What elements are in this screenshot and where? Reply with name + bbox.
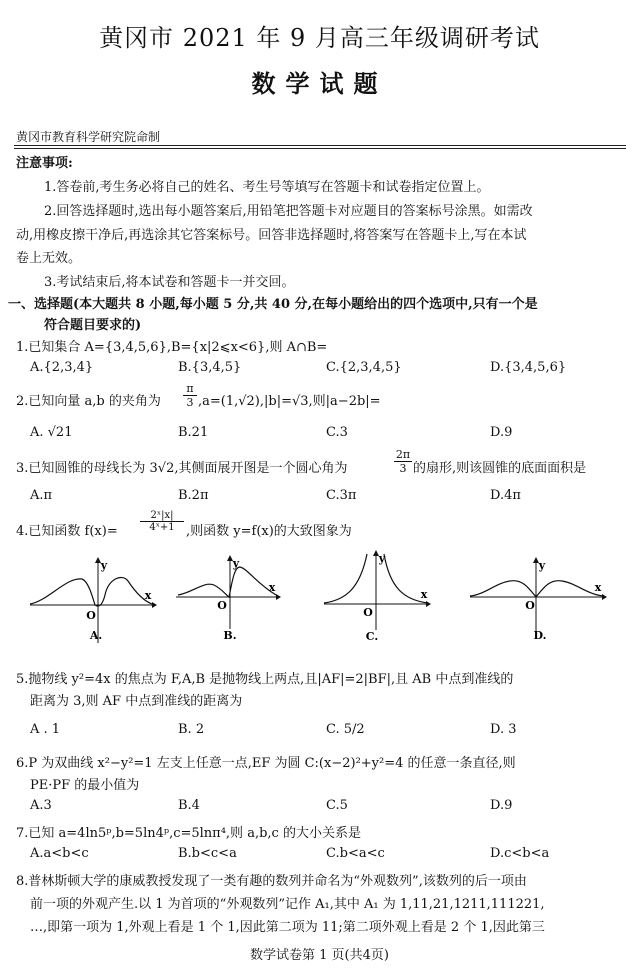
q8-line2: 前一项的外观产生.以 1 为首项的“外观数列”记作 A₁,其中 A₁ 为 1,11,21,1211,111221, bbox=[30, 897, 545, 912]
q4-graph-c bbox=[320, 548, 435, 645]
graph-a-y-label: y bbox=[100, 559, 108, 572]
q7-option-a: A.a<b<c bbox=[30, 846, 89, 861]
graph-c-x-label: x bbox=[420, 588, 428, 601]
graph-a-curve bbox=[30, 577, 152, 606]
q1-option-d: D.{3,4,5,6} bbox=[490, 360, 567, 375]
graph-d-curve bbox=[470, 581, 604, 597]
page-footer: 数学试卷第 1 页(共4页) bbox=[250, 948, 389, 963]
q2-option-d: D.9 bbox=[490, 425, 513, 440]
q4-frac-num: 2ˣ|x| bbox=[140, 510, 184, 522]
q2-option-b: B.21 bbox=[178, 425, 209, 440]
q5-option-b: B. 2 bbox=[178, 722, 205, 737]
graph-b-origin: O bbox=[217, 599, 227, 612]
graph-a-label: A. bbox=[89, 629, 103, 642]
note-2c: 卷上无效。 bbox=[16, 251, 82, 266]
q6-option-a: A.3 bbox=[30, 798, 52, 813]
q6-option-c: C.5 bbox=[326, 798, 348, 813]
q5-line1: 5.抛物线 y²=4x 的焦点为 F,A,B 是抛物线上两点,且|AF|=2|BF|,且 AB 中点到准线的 bbox=[16, 672, 514, 687]
graph-d-x-label: x bbox=[594, 581, 602, 594]
graph-c-label: C. bbox=[365, 630, 379, 643]
q6-line2: PE·PF 的最小值为 bbox=[30, 778, 140, 793]
q4-frac-den: 4ˣ+1 bbox=[149, 522, 175, 533]
graph-a-origin: O bbox=[86, 609, 96, 622]
q2-frac-den: 3 bbox=[186, 396, 194, 409]
q3-option-b: B.2π bbox=[178, 488, 209, 503]
q4-graph-b bbox=[172, 555, 282, 645]
q8-line3: …,即第一项为 1,外观上看是 1 个 1,因此第二项为 11;第二项外观上看是 2 个 1,因此第三 bbox=[30, 920, 545, 935]
note-2a: 2.回答选择题时,选出每小题答案后,用铅笔把答题卡对应题目的答案标号涂黑。如需改 bbox=[44, 204, 533, 219]
exam-title: 黄冈市 2021 年 9 月高三年级调研考试 bbox=[99, 24, 540, 52]
q8-line1: 8.普林斯顿大学的康威教授发现了一类有趣的数列并命名为“外观数列”,该数列的后一项由 bbox=[16, 874, 527, 889]
q7-option-b: B.b<c<a bbox=[178, 846, 237, 861]
graph-b-y-label: y bbox=[232, 557, 240, 570]
q7-option-c: C.b<a<c bbox=[326, 846, 385, 861]
section1-line1: 一、选择题(本大题共 8 小题,每小题 5 分,共 40 分,在每小题给出的四个选项中,只有一个是 bbox=[8, 297, 538, 312]
note-1: 1.答卷前,考生务必将自己的姓名、考生号等填写在答题卡和试卷指定位置上。 bbox=[44, 180, 490, 195]
q1-option-c: C.{2,3,4,5} bbox=[326, 360, 402, 375]
q4-stem-end: ,则函数 y=f(x)的大致图象为 bbox=[186, 524, 352, 539]
q3-option-a: A.π bbox=[30, 488, 53, 503]
graph-b-x-label: x bbox=[268, 581, 276, 594]
q4-graph-a bbox=[28, 555, 158, 645]
q5-option-c: C. 5/2 bbox=[326, 722, 365, 737]
q6-option-b: B.4 bbox=[178, 798, 200, 813]
q7-stem: 7.已知 a=4ln5ᵖ,b=5ln4ᵖ,c=5lnπ⁴,则 a,b,c 的大小关系是 bbox=[16, 826, 361, 841]
q2-stem-end: ,a=(1,√2),|b|=√3,则|a−2b|= bbox=[198, 394, 381, 409]
q6-option-d: D.9 bbox=[490, 798, 513, 813]
q2-frac-num: π bbox=[183, 382, 197, 396]
q1-option-a: A.{2,3,4} bbox=[30, 360, 94, 375]
graph-d-label: D. bbox=[533, 629, 547, 642]
note-2b: 动,用橡皮擦干净后,再选涂其它答案标号。回答非选择题时,将答案写在答题卡上,写在本试 bbox=[16, 228, 527, 243]
q2-fraction bbox=[183, 382, 197, 409]
header-rule-top bbox=[14, 145, 626, 146]
q2-option-a: A. √21 bbox=[30, 425, 73, 440]
q3-option-c: C.3π bbox=[326, 488, 357, 503]
q5-option-a: A . 1 bbox=[30, 722, 61, 737]
q3-stem-start: 3.已知圆锥的母线长为 3√2,其侧面展开图是一个圆心角为 bbox=[16, 461, 348, 476]
header-rule-bottom bbox=[14, 148, 626, 149]
q1-option-b: B.{3,4,5} bbox=[178, 360, 242, 375]
graph-a-x-label: x bbox=[144, 589, 152, 602]
graph-d-y-label: y bbox=[538, 559, 546, 572]
graph-c-origin: O bbox=[363, 606, 373, 619]
publisher-line: 黄冈市教育科学研究院命制 bbox=[16, 130, 161, 144]
q3-frac-den: 3 bbox=[399, 462, 407, 475]
notes-heading: 注意事项: bbox=[16, 156, 73, 171]
q5-line2: 距离为 3,则 AF 中点到准线的距离为 bbox=[30, 694, 243, 709]
q4-fraction bbox=[140, 510, 184, 533]
q3-option-d: D.4π bbox=[490, 488, 521, 503]
q4-graph-d bbox=[468, 555, 613, 645]
exam-subtitle: 数学试题 bbox=[251, 69, 388, 98]
q1-stem: 1.已知集合 A={3,4,5,6},B={x|2⩽x<6},则 A∩B= bbox=[16, 340, 328, 355]
q7-option-d: D.c<b<a bbox=[490, 846, 550, 861]
q2-stem-start: 2.已知向量 a,b 的夹角为 bbox=[16, 394, 161, 409]
q3-frac-num: 2π bbox=[395, 448, 411, 461]
q3-stem-end: 的扇形,则该圆锥的底面面积是 bbox=[413, 461, 587, 476]
section1-line2: 符合题目要求的) bbox=[44, 318, 142, 333]
q4-stem-start: 4.已知函数 f(x)= bbox=[16, 524, 118, 539]
q3-fraction bbox=[394, 448, 412, 475]
graph-c-left-branch bbox=[324, 554, 367, 603]
q2-option-c: C.3 bbox=[326, 425, 348, 440]
q6-line1: 6.P 为双曲线 x²−y²=1 左支上任意一点,EF 为圆 C:(x−2)²+y²=4 的任意一条直径,则 bbox=[16, 756, 516, 771]
q5-option-d: D. 3 bbox=[490, 722, 517, 737]
graph-b-curve bbox=[178, 567, 276, 597]
graph-d-origin: O bbox=[525, 599, 535, 612]
note-3: 3.考试结束后,将本试卷和答题卡一并交回。 bbox=[44, 275, 295, 290]
graph-c-y-label: y bbox=[378, 552, 386, 565]
graph-b-label: B. bbox=[223, 629, 237, 642]
